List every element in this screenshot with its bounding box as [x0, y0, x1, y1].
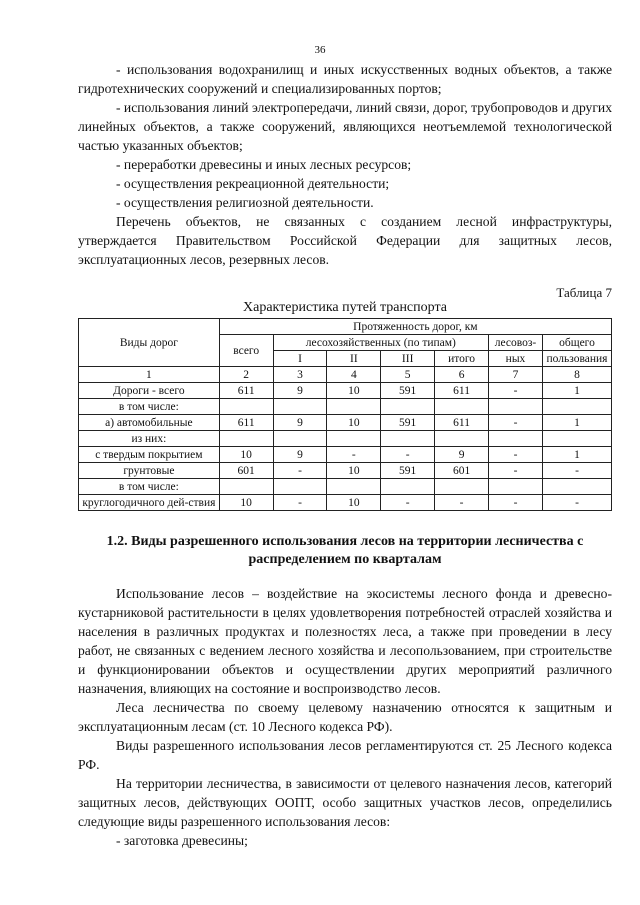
header-type-1: I	[273, 351, 327, 367]
table-cell: -	[489, 383, 543, 399]
table-row	[79, 495, 612, 511]
table-cell	[542, 431, 611, 447]
table-cell: 10	[327, 415, 381, 431]
paragraph: - осуществления религиозной деятельности.	[116, 195, 374, 210]
table-cell: -	[273, 463, 327, 479]
paragraph: Леса лесничества по своему целевому назначению относятся к защитным и эксплуатационным лесам (ст. 10 Лесного кодекса РФ).	[78, 700, 612, 734]
table-cell	[435, 399, 489, 415]
section-heading: 1.2. Виды разрешенного использования лесов на территории лесничества с распределением по кварталам	[106, 534, 584, 567]
table-cell: в том числе:	[79, 399, 220, 415]
transport-table	[78, 318, 612, 511]
table-row	[79, 431, 612, 447]
page-number: 36	[314, 44, 326, 56]
column-number: 1	[79, 367, 220, 383]
paragraph: Виды разрешенного использования лесов регламентируются ст. 25 Лесного кодекса РФ.	[78, 738, 612, 772]
table-cell: -	[542, 495, 611, 511]
table-cell: 601	[219, 463, 273, 479]
table-cell: 10	[219, 447, 273, 463]
table-cell	[327, 431, 381, 447]
table-cell	[273, 479, 327, 495]
column-number: 4	[327, 367, 381, 383]
table-cell: круглогодичного дей-ствия	[79, 495, 220, 511]
table-cell	[489, 431, 543, 447]
table-cell: из них:	[79, 431, 220, 447]
column-number: 6	[435, 367, 489, 383]
header-forestry-by-type: лесохозяйственных (по типам)	[273, 335, 488, 351]
table-cell: -	[327, 447, 381, 463]
table-cell: -	[542, 463, 611, 479]
table-cell: 9	[273, 383, 327, 399]
table-cell: -	[489, 463, 543, 479]
paragraph: На территории лесничества, в зависимости от целевого назначения лесов, категорий защитных лесов, действующих ООПТ, особо защитных участков лесов, определились следующие виды разрешенного использования лесов:	[78, 776, 612, 829]
table-cell: 611	[219, 383, 273, 399]
table-cell	[489, 479, 543, 495]
table-cell: 611	[219, 415, 273, 431]
table-cell: 591	[381, 415, 435, 431]
table-cell: -	[273, 495, 327, 511]
table-cell: 9	[273, 447, 327, 463]
column-number: 5	[381, 367, 435, 383]
header-subtotal: итого	[435, 351, 489, 367]
paragraph: - переработки древесины и иных лесных ресурсов;	[116, 157, 412, 172]
table-row	[79, 415, 612, 431]
table-cell	[327, 479, 381, 495]
table-row	[79, 447, 612, 463]
table-cell: 591	[381, 463, 435, 479]
table-cell	[435, 431, 489, 447]
table-cell	[489, 399, 543, 415]
header-type-2: II	[327, 351, 381, 367]
table-cell: -	[435, 495, 489, 511]
table-cell	[542, 479, 611, 495]
header-public-2: пользования	[542, 351, 611, 367]
table-cell: с твердым покрытием	[79, 447, 220, 463]
table-cell	[219, 399, 273, 415]
column-number: 7	[489, 367, 543, 383]
table-cell: 611	[435, 415, 489, 431]
table-cell	[327, 399, 381, 415]
table-cell: -	[381, 447, 435, 463]
table-cell: Дороги - всего	[79, 383, 220, 399]
table-cell: в том числе:	[79, 479, 220, 495]
paragraph: - использования водохранилищ и иных искусственных водных объектов, а также гидротехнических сооружений и специализированных портов;	[78, 62, 612, 96]
table-cell	[435, 479, 489, 495]
table-cell: 1	[542, 383, 611, 399]
bottom-text	[78, 584, 612, 850]
paragraph: Перечень объектов, не связанных с созданием лесной инфраструктуры, утверждается Правительством Российской Федерации для защитных лесов, эксплуатационных лесов, резервных лесов.	[78, 214, 612, 267]
table-cell	[542, 399, 611, 415]
table-cell: -	[489, 415, 543, 431]
table-cell	[381, 431, 435, 447]
table-cell: 9	[273, 415, 327, 431]
table-cell: а) автомобильные	[79, 415, 220, 431]
paragraph: Использование лесов – воздействие на экосистемы лесного фонда и древесно-кустарниковой растительности в целях удовлетворения потребностей отраслей хозяйства и населения в различных продуктах и полезностях леса, а также при проведении в лесу работ, не связанных с ведением лесного хозяйства и лесопользованием, при строительстве и функционировании объектов и осуществлении других мероприятий различного назначения, влияющих на состояние и воспроизводство лесов.	[78, 586, 612, 696]
table-cell: 10	[219, 495, 273, 511]
table-cell: 10	[327, 383, 381, 399]
table-cell: 10	[327, 463, 381, 479]
header-type-3: III	[381, 351, 435, 367]
table-cell: 601	[435, 463, 489, 479]
table-cell	[273, 399, 327, 415]
table-caption: Таблица 7	[556, 285, 612, 300]
table-cell	[381, 479, 435, 495]
table-cell: 611	[435, 383, 489, 399]
table-cell	[219, 479, 273, 495]
header-timber-2: ных	[489, 351, 543, 367]
table-cell: -	[381, 495, 435, 511]
table-row	[79, 399, 612, 415]
table-cell	[381, 399, 435, 415]
paragraph: - осуществления рекреационной деятельности;	[116, 176, 390, 191]
top-text	[78, 60, 612, 269]
table-row	[79, 463, 612, 479]
paragraph: - заготовка древесины;	[116, 833, 248, 848]
table-cell: 10	[327, 495, 381, 511]
paragraph: - использования линий электропередачи, линий связи, дорог, трубопроводов и других линейных объектов, а также сооружений, являющихся неотъемлемой технологической частью указанных объектов;	[78, 100, 612, 153]
table-cell: 9	[435, 447, 489, 463]
table-cell	[273, 431, 327, 447]
header-road-types: Виды дорог	[79, 319, 220, 367]
header-length: Протяженность дорог, км	[219, 319, 611, 335]
table-title: Характеристика путей транспорта	[243, 300, 447, 315]
column-number: 2	[219, 367, 273, 383]
header-total: всего	[219, 335, 273, 367]
header-public: общего	[542, 335, 611, 351]
table-cell: 1	[542, 415, 611, 431]
column-number: 3	[273, 367, 327, 383]
table-cell: -	[489, 495, 543, 511]
column-number: 8	[542, 367, 611, 383]
table-cell: 1	[542, 447, 611, 463]
table-cell	[219, 431, 273, 447]
table-row	[79, 383, 612, 399]
header-timber: лесовоз-	[489, 335, 543, 351]
table-cell: -	[489, 447, 543, 463]
table-row	[79, 479, 612, 495]
table-cell: грунтовые	[79, 463, 220, 479]
table-cell: 591	[381, 383, 435, 399]
